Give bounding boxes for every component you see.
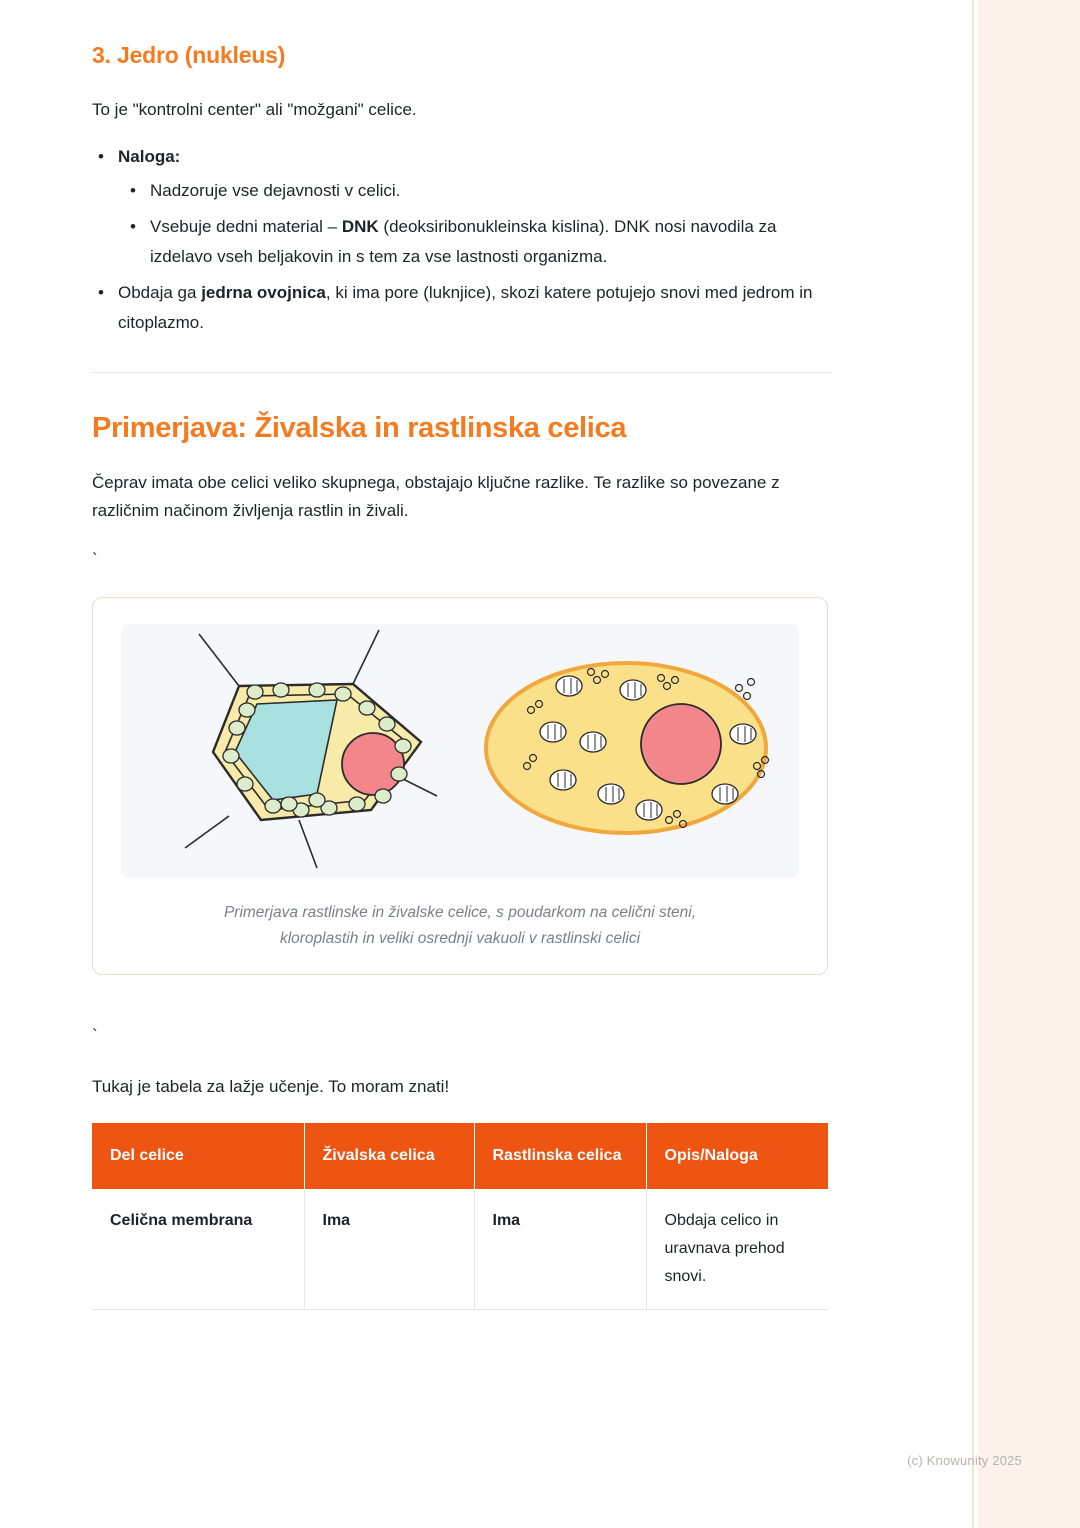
list-item-ovojnica: • Obdaja ga jedrna ovojnica, ki ima pore (luknjice), skozi katere potujejo snovi med jedrom in citoplazmo. bbox=[118, 278, 832, 338]
section-heading-jedro: 3. Jedro (nukleus) bbox=[92, 42, 286, 68]
table-header-opis-naloga: Opis/Naloga bbox=[646, 1123, 828, 1189]
cell-animal: Ima bbox=[304, 1189, 474, 1310]
plant-nucleus bbox=[342, 733, 404, 795]
comparison-paragraph: Čeprav imata obe celici veliko skupnega, obstajajo ključne razlike. Te razlike so povezane z različnim načinom življenja rastlin in živali. bbox=[92, 473, 780, 520]
list-item: • Nadzoruje vse dejavnosti v celici. bbox=[150, 176, 832, 206]
table-header-rastlinska-celica: Rastlinska celica bbox=[474, 1123, 646, 1189]
cell-plant: Ima bbox=[474, 1189, 646, 1310]
cell-description: Obdaja celico in uravnava prehod snovi. bbox=[646, 1189, 828, 1310]
figure-caption-line1: Primerjava rastlinske in živalske celice, s poudarkom na celični steni, bbox=[223, 904, 697, 921]
right-margin-inner-line bbox=[974, 0, 978, 1528]
table-header-zivalska-celica: Živalska celica bbox=[304, 1123, 474, 1189]
intro-paragraph: To je "kontrolni center" ali "možgani" celice. bbox=[92, 100, 417, 119]
tick-mark-after-figure: ` bbox=[92, 1026, 98, 1045]
cell-part: Celična membrana bbox=[92, 1189, 304, 1310]
tick-mark-before-figure: ` bbox=[92, 550, 98, 569]
term-jedrna-ovojnica: jedrna ovojnica bbox=[201, 283, 326, 302]
table-header-row bbox=[92, 1123, 828, 1189]
figure-card bbox=[92, 597, 828, 975]
document-content bbox=[92, 40, 832, 1310]
list-item-naloga bbox=[118, 142, 832, 272]
page-title-primerjava: Primerjava: Živalska in rastlinska celica bbox=[92, 412, 627, 444]
table-row bbox=[92, 1189, 828, 1310]
figure-caption-line2: kloroplastih in veliki osrednji vakuoli v rastlinski celici bbox=[279, 930, 641, 947]
animal-nucleus bbox=[641, 704, 721, 784]
table-lead-in-paragraph: Tukaj je tabela za lažje učenje. To moram znati! bbox=[92, 1077, 450, 1096]
right-margin-strip bbox=[972, 0, 1080, 1528]
figure-caption bbox=[121, 900, 799, 952]
cell-comparison-illustration bbox=[121, 624, 797, 878]
table-header-del-celice: Del celice bbox=[92, 1123, 304, 1189]
bullet-label-naloga: Naloga: bbox=[118, 147, 181, 166]
nucleus-bullet-list bbox=[92, 142, 832, 338]
naloga-sub-list bbox=[118, 176, 832, 272]
term-dnk: DNK bbox=[341, 217, 379, 236]
comparison-table bbox=[92, 1123, 828, 1310]
list-item: • Vsebuje dedni material – DNK (deoksiribonukleinska kislina). DNK nosi navodila za izdelavo vseh beljakovin in s tem za vse lastnosti organizma. bbox=[150, 212, 832, 272]
figure-image-area bbox=[121, 624, 799, 878]
watermark: (c) Knowunity 2025 bbox=[907, 1453, 1022, 1468]
section-divider bbox=[92, 372, 832, 373]
